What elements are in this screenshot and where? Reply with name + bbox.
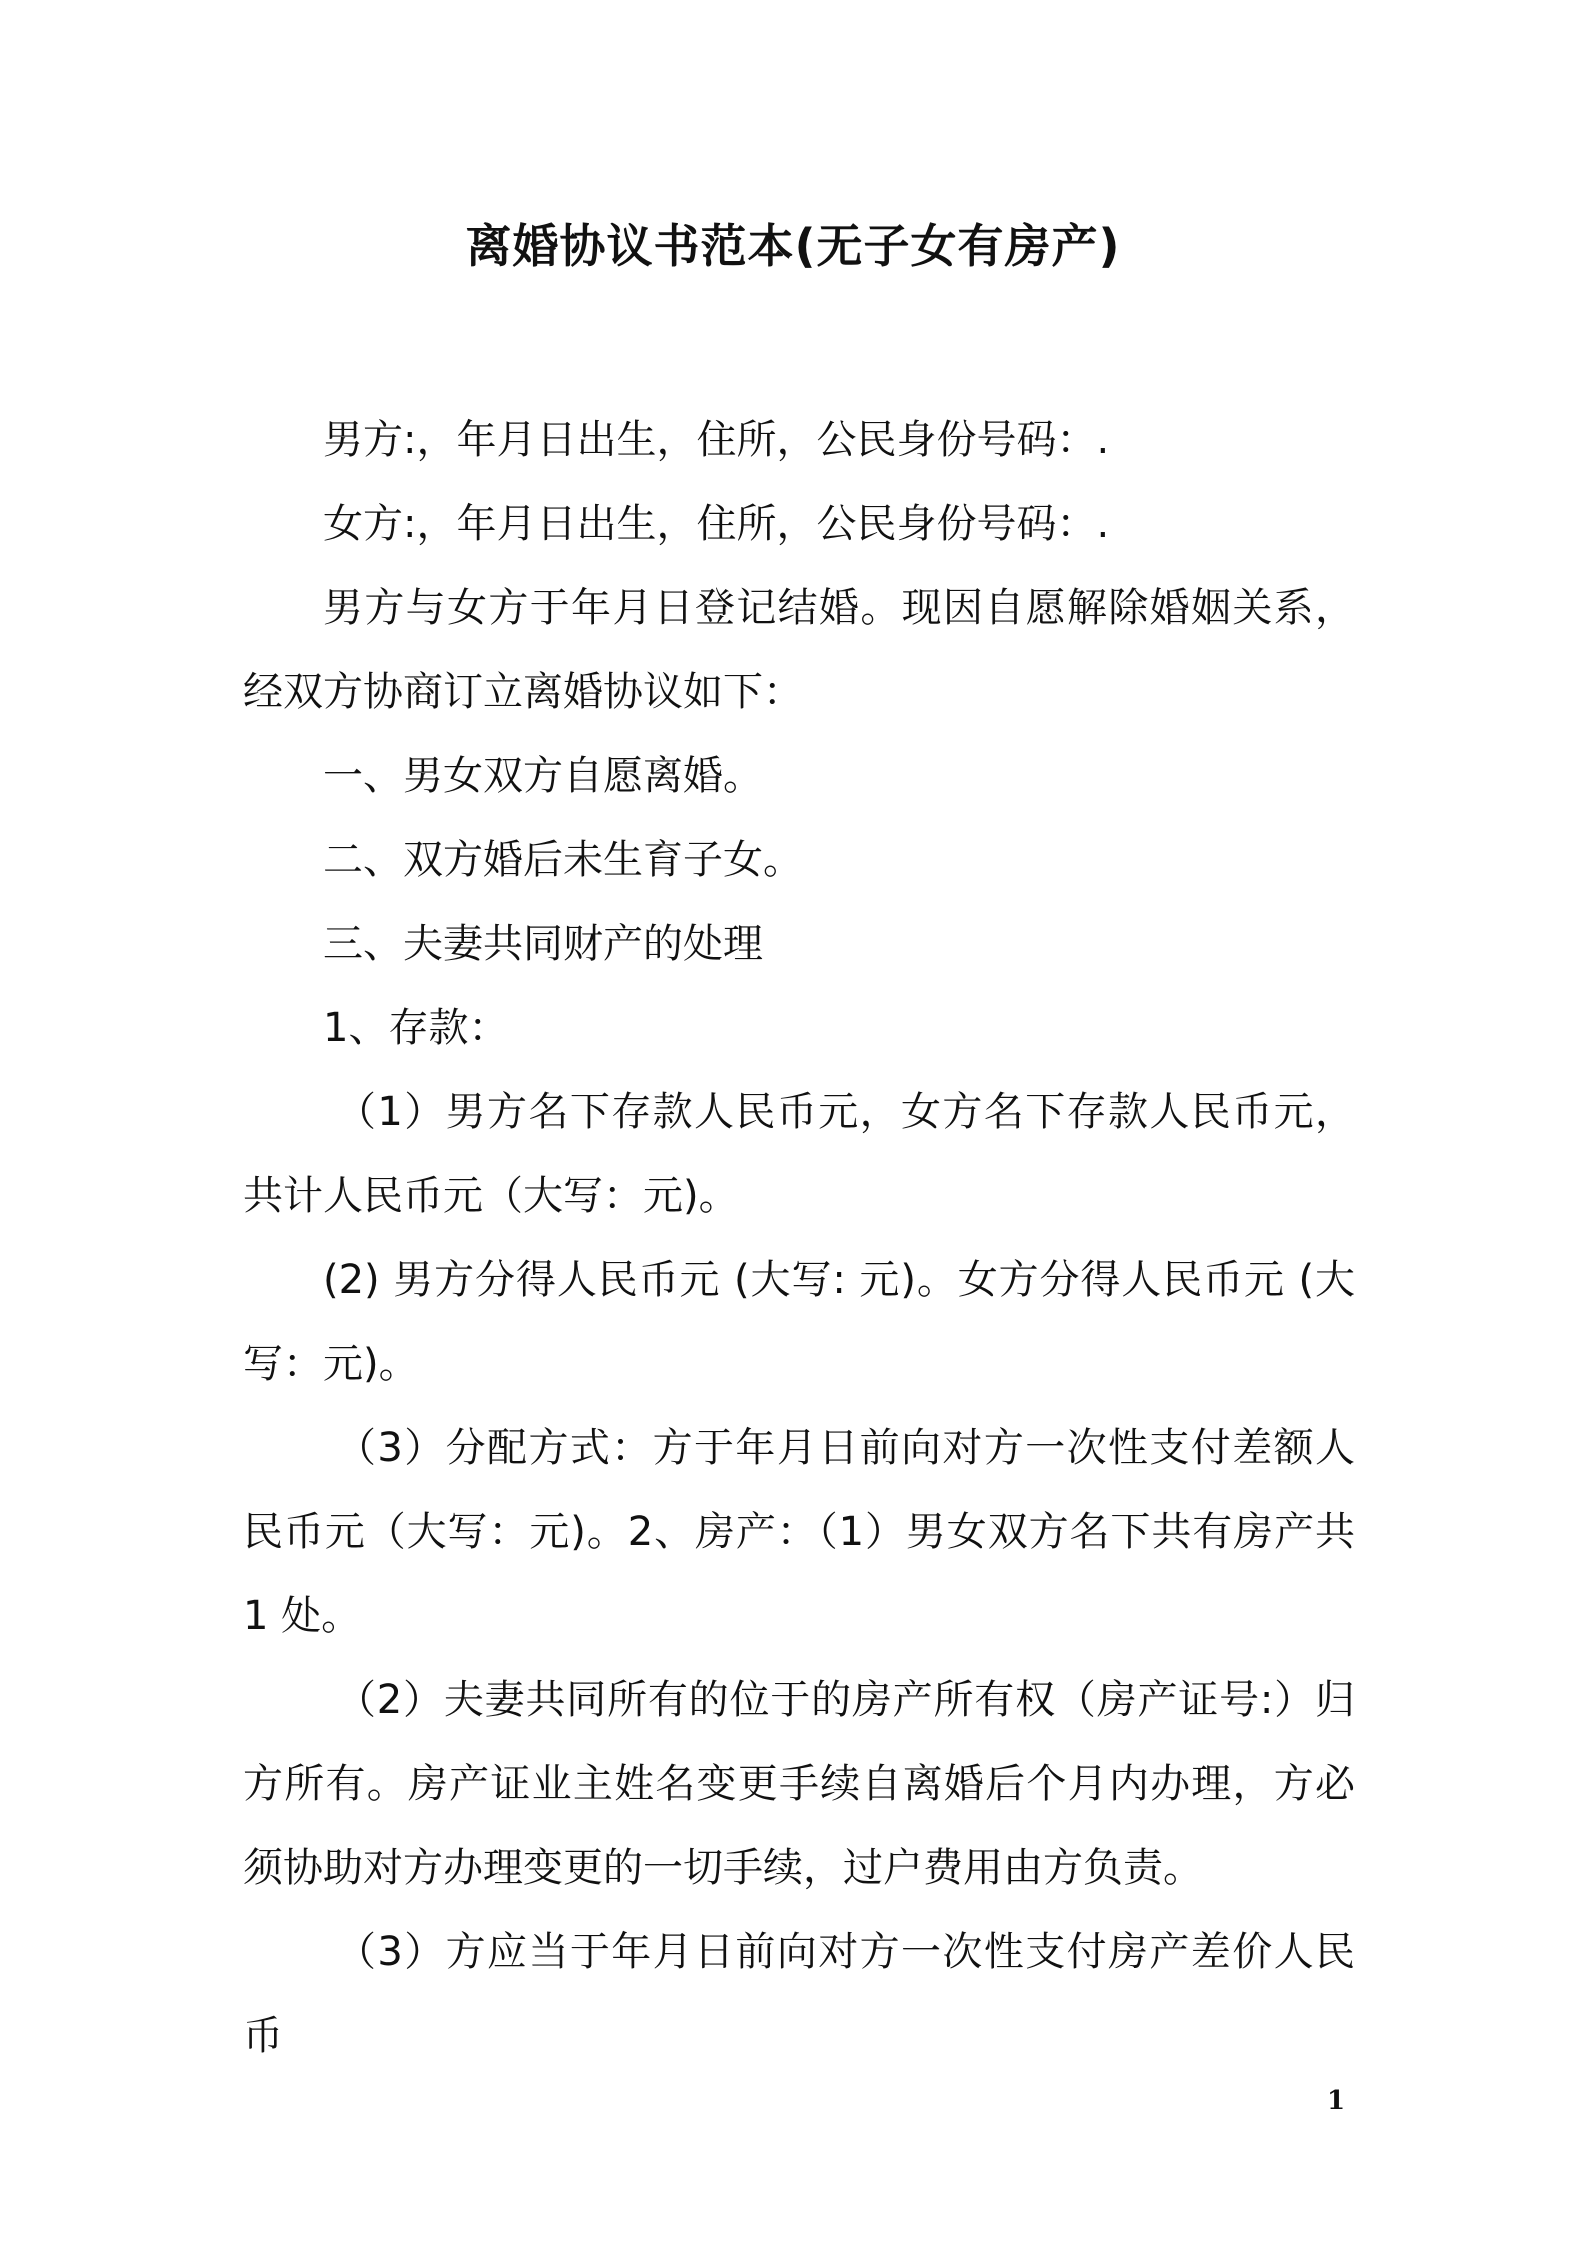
paragraph-deposits-3: （3）分配方式：方于年月日前向对方一次性支付差额人民币元（大写：元)。2、房产：（1）男女双方名下共有房产共 1 处。 xyxy=(243,1425,1355,1639)
page-number: 1 xyxy=(1327,2086,1346,2116)
paragraph-clause-3: 三、夫妻共同财产的处理 xyxy=(323,921,763,967)
paragraph-female-party: 女方:，年月日出生，住所，公民身份号码：. xyxy=(323,501,1110,547)
document-title: 离婚协议书范本(无子女有房产) xyxy=(465,219,1121,273)
paragraph-male-party: 男方:，年月日出生，住所，公民身份号码：. xyxy=(323,417,1110,463)
paragraph-deposits-heading: 1、存款： xyxy=(323,1005,509,1051)
paragraph-deposits-2: (2) 男方分得人民币元 (大写: 元)。女方分得人民币元 (大写：元)。 xyxy=(243,1257,1355,1387)
paragraph-clause-1: 一、男女双方自愿离婚。 xyxy=(323,753,763,799)
paragraph-preamble: 男方与女方于年月日登记结婚。现因自愿解除婚姻关系，经双方协商订立离婚协议如下： xyxy=(243,585,1355,715)
paragraph-clause-2: 二、双方婚后未生育子女。 xyxy=(323,837,803,883)
paragraph-property-2: （2）夫妻共同所有的位于的房产所有权（房产证号:）归方所有。房产证业主姓名变更手续自离婚后个月内办理，方必须协助对方办理变更的一切手续，过户费用由方负责。 xyxy=(243,1677,1355,1891)
paragraph-deposits-1: （1）男方名下存款人民币元，女方名下存款人民币元，共计人民币元（大写：元)。 xyxy=(243,1089,1355,1219)
document-body xyxy=(243,398,1355,2078)
paragraph-property-3: （3）方应当于年月日前向对方一次性支付房产差价人民币 xyxy=(243,1929,1355,2059)
